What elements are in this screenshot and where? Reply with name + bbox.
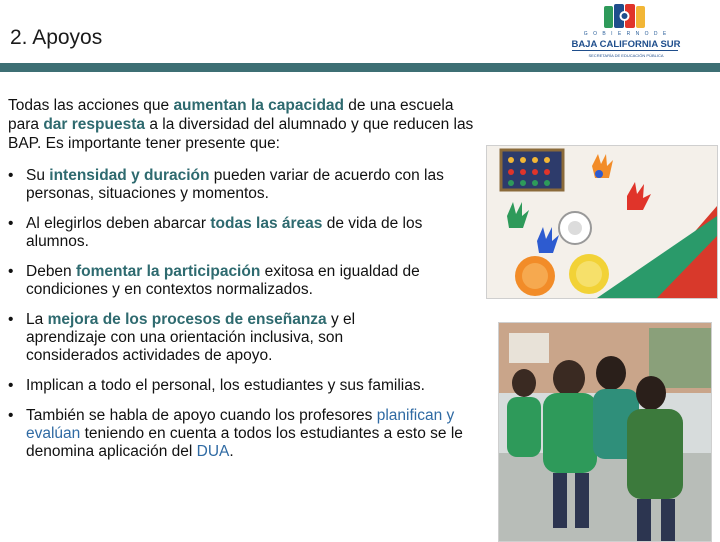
bullet-text: Al elegirlos deben abarcar [26, 215, 211, 232]
logo-divider [572, 50, 678, 51]
bullet-highlight: DUA [196, 443, 230, 460]
bullet-text: teniendo en cuenta a todos los estudiantes a esto se le denomina aplicación del [26, 425, 463, 460]
list-item [8, 407, 476, 461]
logo-top-text: G O B I E R N O D E [583, 31, 669, 37]
bullet-text: de vida de los alumnos. [26, 215, 423, 250]
list-item [8, 377, 434, 395]
bullet-text: Implican a todo el personal, los estudiantes y sus familias. [26, 377, 425, 394]
bullet-highlight: planifican y evalúan [26, 407, 455, 442]
bullet-text: exitosa en igualdad de condiciones y en contextos normalizados. [26, 263, 420, 298]
bullet-text: Deben [26, 263, 76, 280]
students-photo [498, 322, 712, 542]
bullet-text: . [229, 443, 234, 460]
bullet-text: La [26, 311, 48, 328]
list-item [8, 215, 488, 251]
sensory-wall-photo [486, 145, 718, 299]
bullet-text: También se habla de apoyo cuando los profesores [26, 407, 377, 424]
bullet-highlight: fomentar la participación [75, 263, 261, 280]
bullet-text: y el aprendizaje con una orientación inclusiva, son considerados actividades de apoyo. [26, 311, 356, 364]
intro-text: de una escuela para [8, 97, 454, 133]
intro-highlight: aumentan la capacidad [173, 97, 344, 114]
intro-text: Todas las acciones que [8, 97, 174, 114]
bullet-highlight: mejora de los procesos de enseñanza [47, 311, 327, 328]
intro-text: a la diversidad del alumnado y que reducen las BAP. Es importante tener presente que: [8, 116, 474, 152]
government-logo [566, 2, 684, 60]
list-item [8, 167, 488, 203]
bullet-text: pueden variar de acuerdo con las personas, situaciones y momentos. [26, 167, 444, 202]
list-item [8, 263, 488, 299]
intro-highlight: dar respuesta [43, 116, 146, 133]
bullet-highlight: todas las áreas [210, 215, 323, 232]
intro-paragraph [8, 96, 488, 153]
list-item [8, 311, 434, 365]
coat-of-arms-icon [602, 2, 648, 32]
page-title: 2. Apoyos [10, 26, 103, 49]
bullet-text: Su [26, 167, 50, 184]
sensory-wall-image [487, 146, 717, 298]
logo-subtitle: SECRETARÍA DE EDUCACIÓN PÚBLICA [588, 53, 664, 58]
title-divider-bar [0, 63, 720, 72]
bullet-list [8, 167, 488, 461]
students-image [499, 323, 711, 541]
bullet-highlight: intensidad y duración [49, 167, 210, 184]
logo-name: BAJA CALIFORNIA SUR [571, 39, 681, 50]
